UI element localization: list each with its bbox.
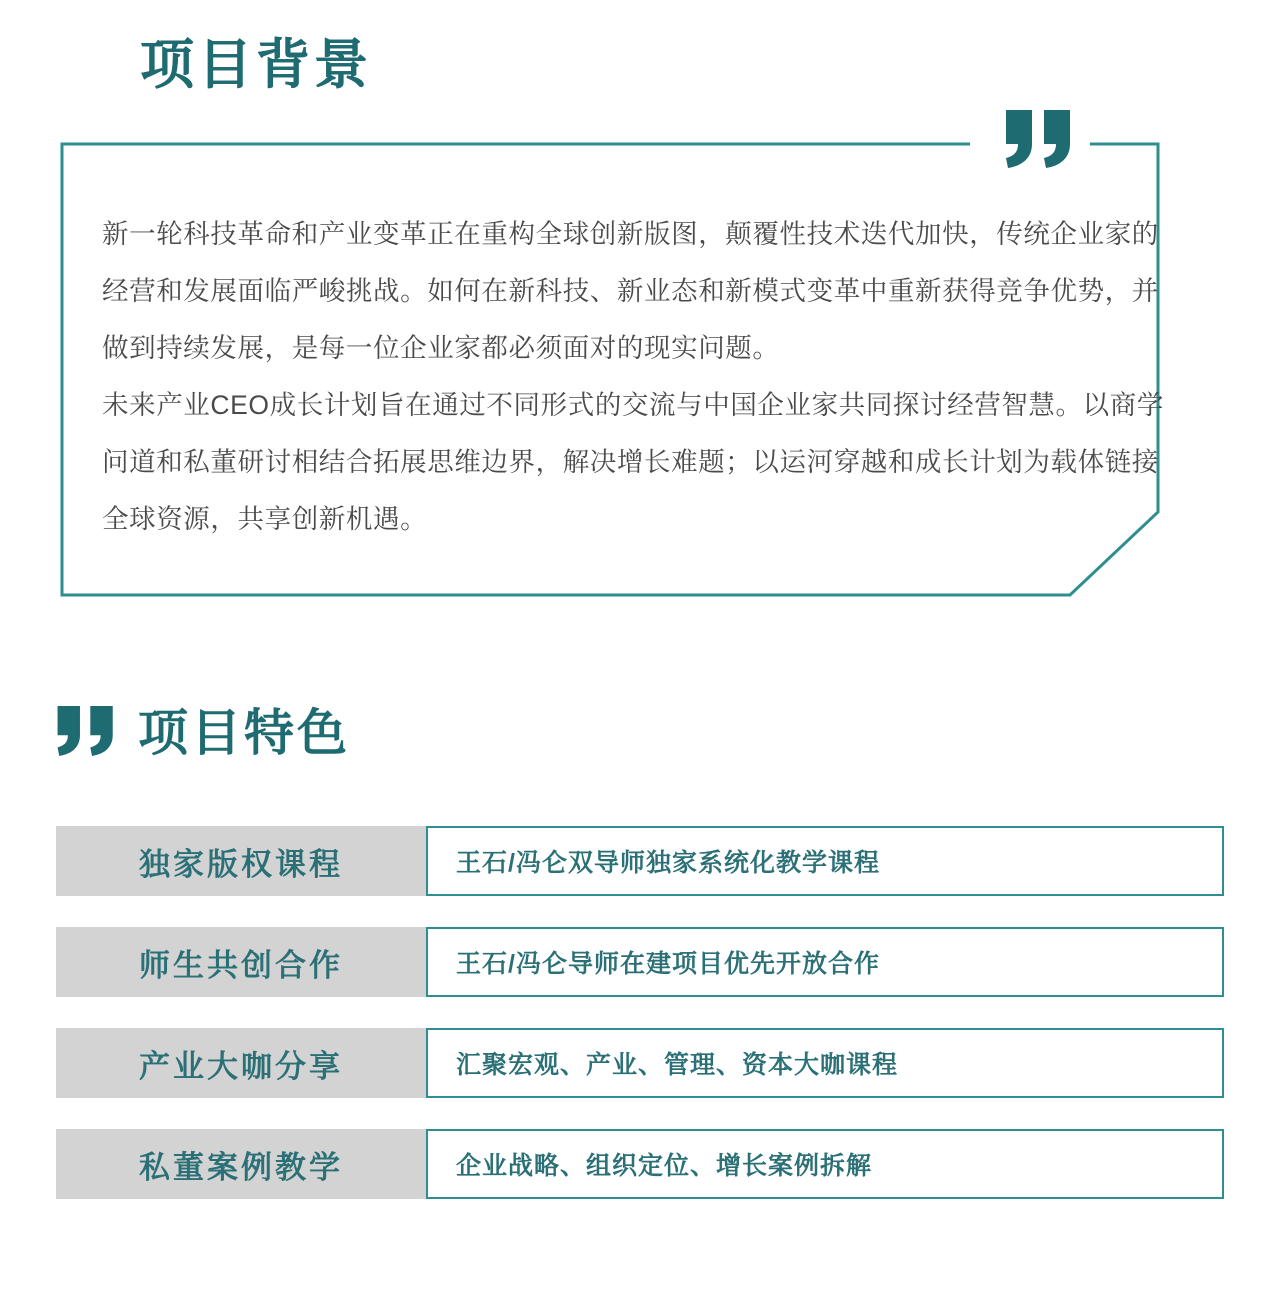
feature-key: 私董案例教学 (56, 1129, 426, 1199)
feature-key: 产业大咖分享 (56, 1028, 426, 1098)
features-section-title: 项目特色 (138, 705, 350, 761)
background-body-text (102, 206, 1180, 548)
quote-mark-icon (1006, 110, 1072, 172)
features-section (0, 690, 1280, 1230)
feature-list (0, 826, 1280, 1199)
background-paragraph-1: 新一轮科技革命和产业变革正在重构全球创新版图，颠覆性技术迭代加快，传统企业家的经营和发展面临严峻挑战。如何在新科技、新业态和新模式变革中重新获得竞争优势，并做到持续发展，是每一位企业家都必须面对的现实问题。 (102, 219, 1159, 363)
feature-value: 企业战略、组织定位、增长案例拆解 (426, 1129, 1224, 1199)
feature-value: 王石/冯仑双导师独家系统化教学课程 (426, 826, 1224, 896)
background-paragraph-2: 未来产业CEO成长计划旨在通过不同形式的交流与中国企业家共同探讨经营智慧。以商学问道和私董研讨相结合拓展思维边界，解决增长难题；以运河穿越和成长计划为载体链接全球资源，共享创新机遇。 (102, 390, 1164, 534)
background-section-title: 项目背景 (140, 35, 372, 95)
feature-key: 师生共创合作 (56, 927, 426, 997)
feature-row (56, 1028, 1224, 1098)
background-quote-box (60, 34, 1220, 534)
background-section (0, 0, 1280, 534)
feature-row (56, 1129, 1224, 1199)
feature-key: 独家版权课程 (56, 826, 426, 896)
feature-value: 王石/冯仑导师在建项目优先开放合作 (426, 927, 1224, 997)
features-header (0, 690, 1280, 776)
feature-row (56, 927, 1224, 997)
quote-mark-icon (56, 706, 116, 760)
feature-value: 汇聚宏观、产业、管理、资本大咖课程 (426, 1028, 1224, 1098)
feature-row (56, 826, 1224, 896)
